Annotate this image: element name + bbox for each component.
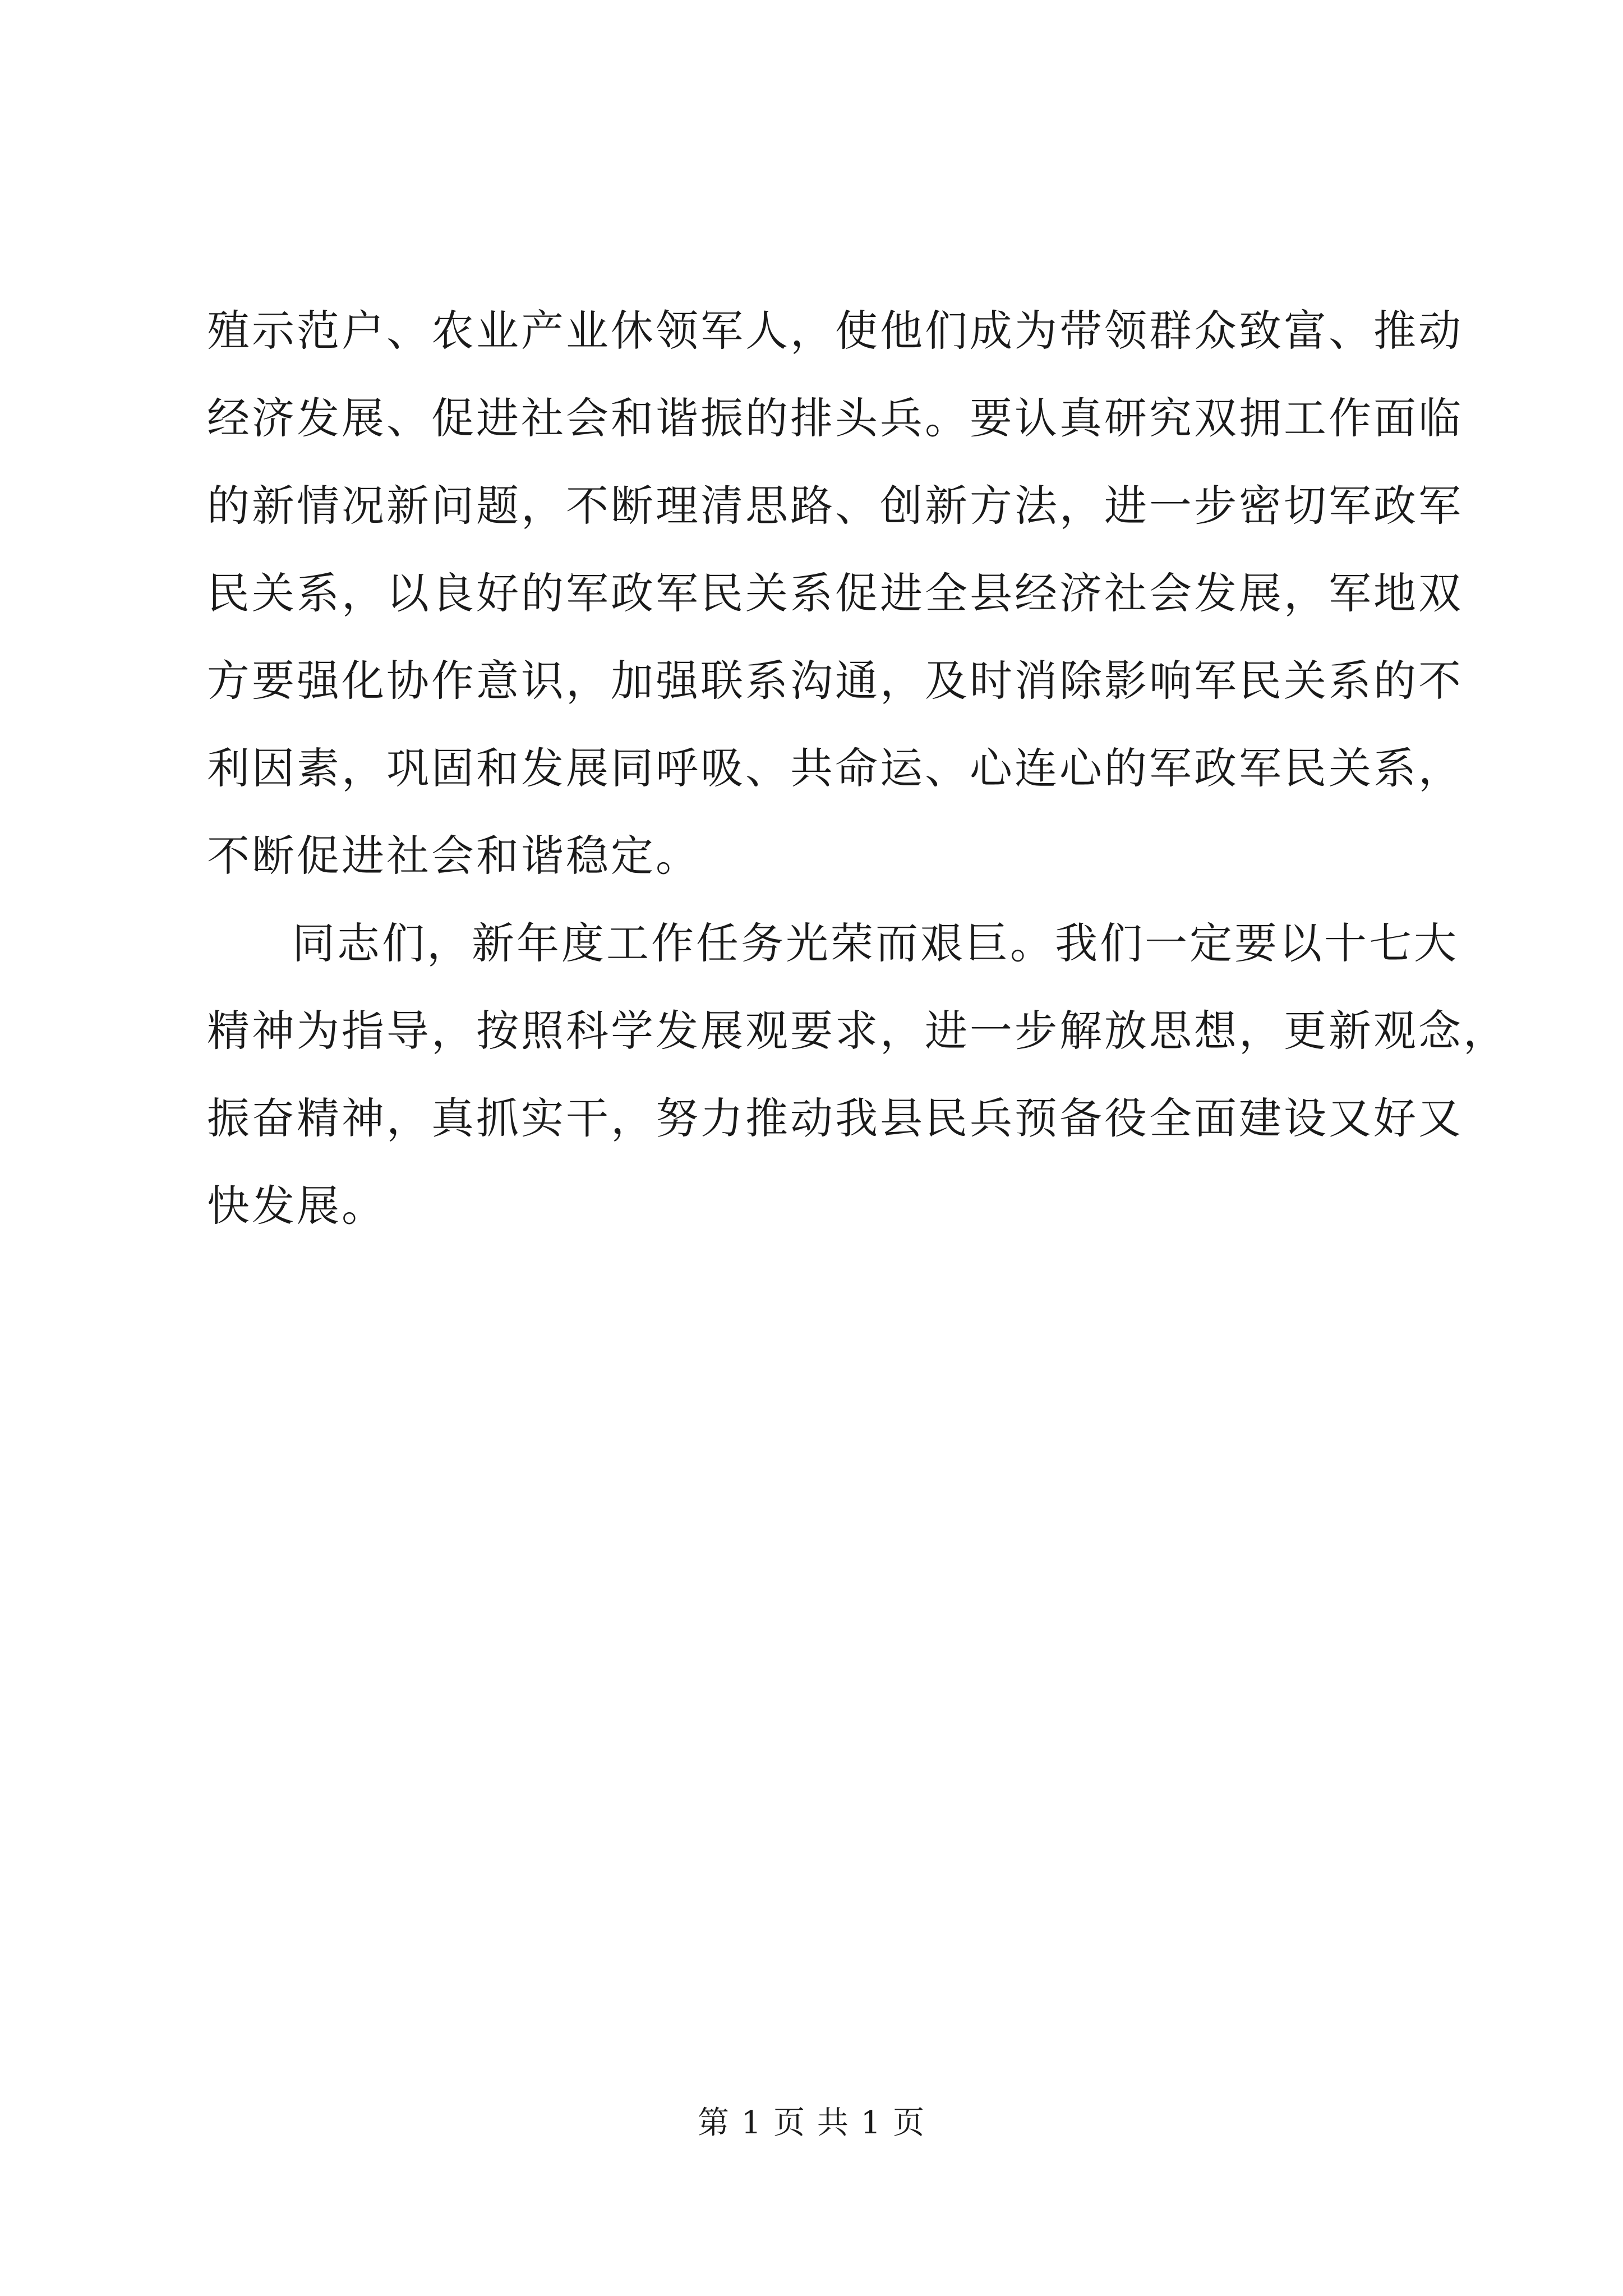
- text-line: 方要强化协作意识，加强联系沟通，及时消除影响军民关系的不: [207, 656, 1463, 706]
- document-body: [207, 287, 1508, 1250]
- text-line: 民关系，以良好的军政军民关系促进全县经济社会发展，军地双: [207, 568, 1463, 618]
- text-line: 利因素，巩固和发展同呼吸、共命运、心连心的军政军民关系，: [207, 743, 1463, 793]
- text-line: 同志们，新年度工作任务光荣而艰巨。我们一定要以十七大: [292, 918, 1459, 968]
- text-line: 振奋精神，真抓实干，努力推动我县民兵预备役全面建设又好又: [207, 1093, 1463, 1143]
- text-line: 不断促进社会和谐稳定。: [207, 831, 700, 881]
- text-line: 殖示范户、农业产业休领军人，使他们成为带领群众致富、推动: [207, 306, 1463, 356]
- paragraph-2: [207, 900, 1508, 1250]
- paragraph-1: [207, 287, 1463, 900]
- text-line: 快发展。: [207, 1181, 386, 1231]
- text-line: 经济发展、促进社会和谐振的排头兵。要认真研究双拥工作面临: [207, 393, 1463, 443]
- text-line: 精神为指导，按照科学发展观要求，进一步解放思想，更新观念，: [207, 1006, 1508, 1056]
- text-line: 的新情况新问题，不断理清思路、创新方法，进一步密切军政军: [207, 481, 1463, 531]
- page-number-footer: 第 1 页 共 1 页: [697, 2105, 926, 2141]
